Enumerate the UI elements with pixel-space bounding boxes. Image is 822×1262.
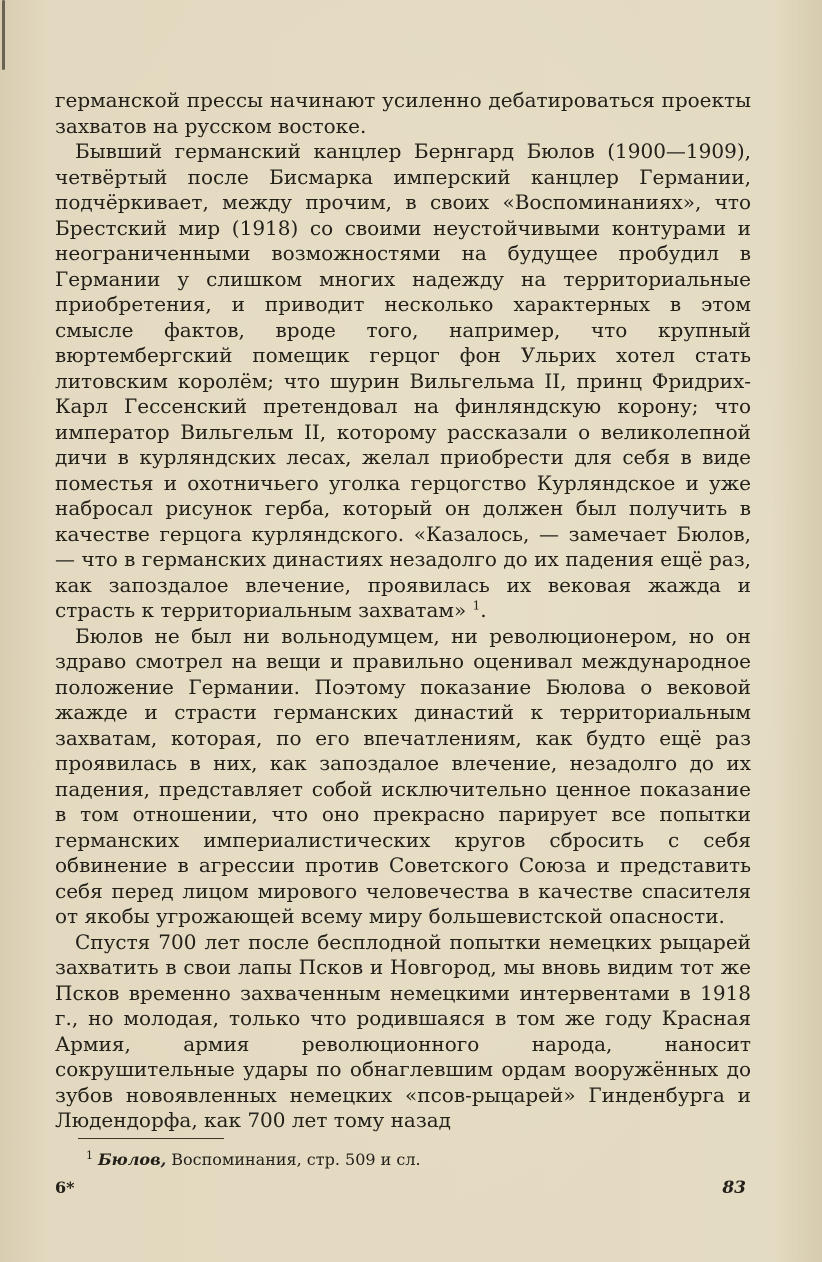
printer-signature: 6* bbox=[55, 1178, 75, 1197]
page-number: 83 bbox=[722, 1178, 746, 1198]
paragraph-4: Спустя 700 лет после бесплодной попытки немецких рыцарей захватить в свои лапы Псков и Новгород, мы вновь видим тот же Псков временно захваченным немецкими интервентами в 1918 г., но молодая, только что родившаяся в том же году Красная Армия, армия революционного народа, наносит сокрушительные удары по обнаглевшим ордам вооружённых до зубов новоявленных немецких «псов-рыцарей» Гинденбурга и Людендорфа, как 700 лет тому назад bbox=[55, 929, 751, 1132]
paragraph-1: германской прессы начинают усиленно дебатироваться проекты захватов на русском востоке. bbox=[55, 88, 751, 138]
footnote bbox=[86, 1150, 736, 1170]
footnote-reference: 1 bbox=[472, 598, 481, 613]
footnote-divider bbox=[78, 1138, 224, 1139]
paragraph-3: Бюлов не был ни вольнодумцем, ни революционером, но он здраво смотрел на вещи и правильно оценивал международное положение Германии. Поэтому показание Бюлова о вековой жажде и страсти германских династий к территориальным захватам, которая, по его впечатлениям, как будто ещё раз проявилась в них, как запоздалое влечение, незадолго до их падения, представляет собой исключительно ценное показание в том отношении, что оно прекрасно парирует все попытки германских империалистических кругов сбросить с себя обвинение в агрессии против Советского Союза и представить себя перед лицом мирового человечества в качестве спасителя от якобы угрожающей всему миру большевистской опасности. bbox=[55, 623, 751, 928]
footnote-author: Бюлов, bbox=[98, 1150, 167, 1169]
footnote-text: Воспоминания, стр. 509 и сл. bbox=[171, 1150, 421, 1169]
footnote-marker: 1 bbox=[86, 1148, 93, 1162]
paragraph-2-end: . bbox=[480, 598, 487, 622]
page-edge-mark bbox=[2, 0, 5, 70]
paragraph-2 bbox=[55, 139, 751, 624]
main-text bbox=[55, 88, 751, 1134]
paragraph-2-text: Бывший германский канцлер Бернгард Бюлов (1900—1909), четвёртый после Бисмарка имперский канцлер Германии, подчёркивает, между прочим, в своих «Воспоминаниях», что Брестский мир (1918) со своими неустойчивыми контурами и неограниченными возможностями на будущее пробудил в Германии у слишком многих надежду на территориальные приобретения, и приводит несколько характерных в этом смысле фактов, вроде того, например, что крупный вюртембергский помещик герцог фон Ульрих хотел стать литовским королём; что шурин Вильгельма II, принц Фридрих-Карл Гессенский претендовал на финляндскую корону; что император Вильгельм II, которому рассказали о великолепной дичи в курляндских лесах, желал приобрести для себя в виде поместья и охотничьего уголка герцогство Курляндское и уже набросал рисунок герба, который он должен был получить в качестве герцога курляндского. «Казалось, — замечает Бюлов, — что в германских династиях незадолго до их падения ещё раз, как запоздалое влечение, проявилась их вековая жажда и страсть к территориальным захватам» bbox=[55, 139, 751, 622]
